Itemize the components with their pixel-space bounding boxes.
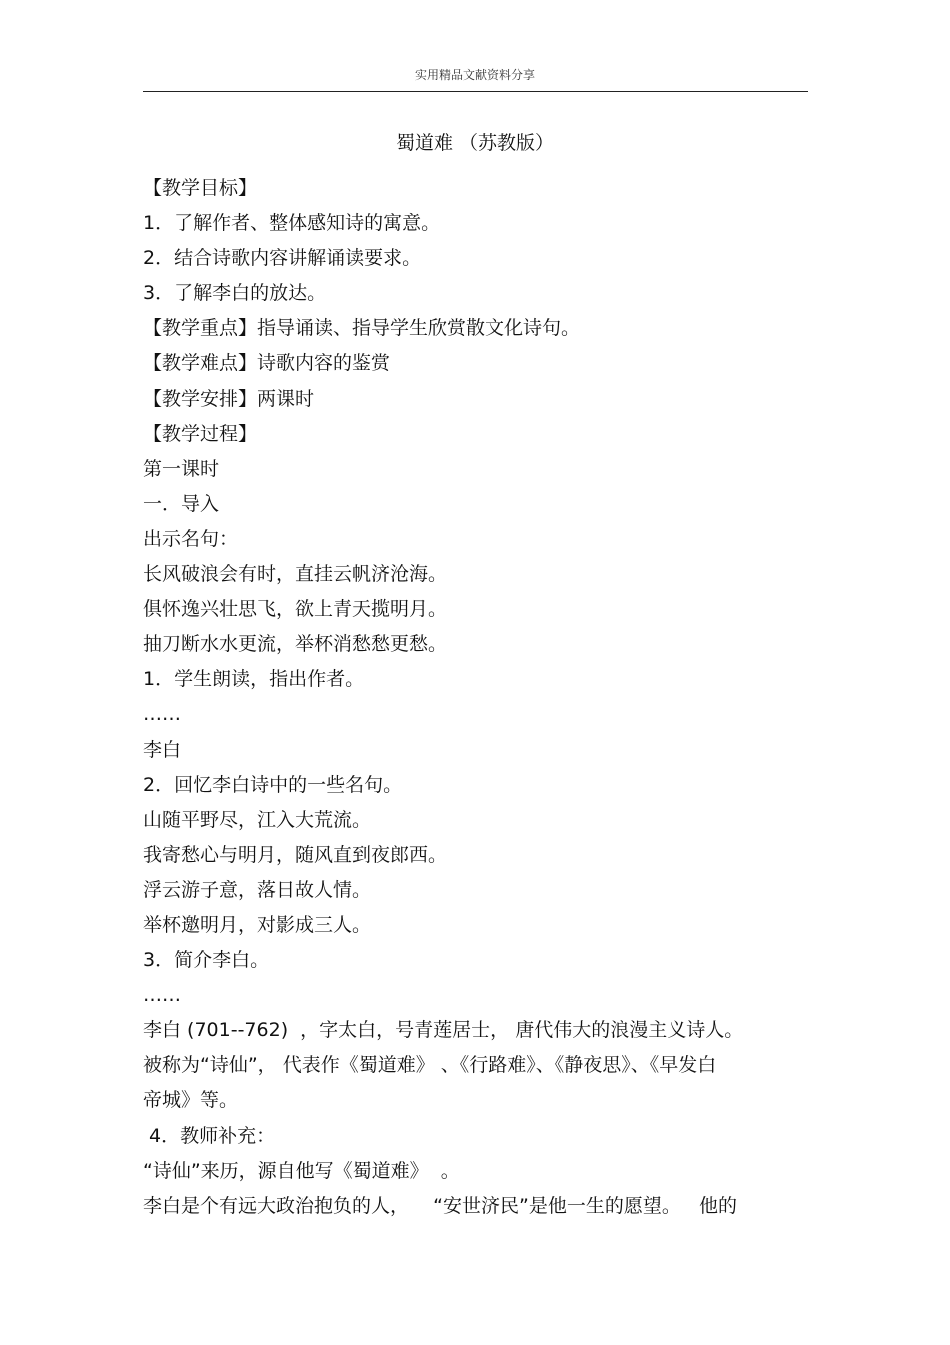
page-header: 实用精品文献资料分享 xyxy=(414,68,535,82)
text-line: 一．导入 xyxy=(143,492,220,515)
text-line: 2．回忆李白诗中的一些名句。 xyxy=(143,773,403,796)
text-line: 举杯邀明月，对影成三人。 xyxy=(143,913,372,936)
text-line: 3．简介李白。 xyxy=(143,949,270,972)
text-line: 我寄愁心与明月，随风直到夜郎西。 xyxy=(143,843,448,866)
text-line: 长风破浪会有时，直挂云帆济沧海。 xyxy=(143,563,448,586)
text-line: 李白是个有远大政治抱负的人， “安世济民”是他一生的愿望。 他的 xyxy=(143,1194,737,1217)
text-line: 第一课时 xyxy=(143,457,220,480)
text-line: 被称为“诗仙”， 代表作《蜀道难》 、《行路难》、《静夜思》、《早发白 xyxy=(143,1054,717,1077)
document-title: 蜀道难 （苏教版） xyxy=(395,132,555,154)
text-line: “诗仙”来历，源自他写《蜀道难》 。 xyxy=(143,1159,460,1182)
document-body xyxy=(143,173,808,1226)
text-line: 【教学目标】 xyxy=(143,177,258,199)
text-line: 出示名句： xyxy=(143,527,239,550)
text-line: 1．了解作者、整体感知诗的寓意。 xyxy=(143,212,441,235)
text-line: 【教学安排】两课时 xyxy=(143,387,315,410)
text-line: 浮云游子意，落日故人情。 xyxy=(143,878,372,901)
header-divider xyxy=(143,91,808,92)
text-line: 1．学生朗读，指出作者。 xyxy=(143,668,365,691)
text-line: 帝城》等。 xyxy=(143,1089,239,1112)
text-line: …… xyxy=(143,984,181,1007)
text-line: 山随平野尽，江入大荒流。 xyxy=(143,808,372,831)
text-line: 【教学过程】 xyxy=(143,422,258,445)
text-line: 俱怀逸兴壮思飞，欲上青天揽明月。 xyxy=(143,598,448,621)
text-line: 抽刀断水水更流，举杯消愁愁更愁。 xyxy=(143,633,448,656)
text-line: 3．了解李白的放达。 xyxy=(143,282,327,305)
text-line: 李白 xyxy=(143,738,182,761)
text-line: 【教学难点】诗歌内容的鉴赏 xyxy=(143,352,391,375)
text-line: 4．教师补充： xyxy=(143,1124,276,1147)
text-line: 2．结合诗歌内容讲解诵读要求。 xyxy=(143,247,422,270)
text-line: 李白 (701--762) ，字太白，号青莲居士， 唐代伟大的浪漫主义诗人。 xyxy=(143,1019,744,1042)
text-line: 【教学重点】指导诵读、指导学生欣赏散文化诗句。 xyxy=(143,317,581,340)
text-line: …… xyxy=(143,703,181,726)
